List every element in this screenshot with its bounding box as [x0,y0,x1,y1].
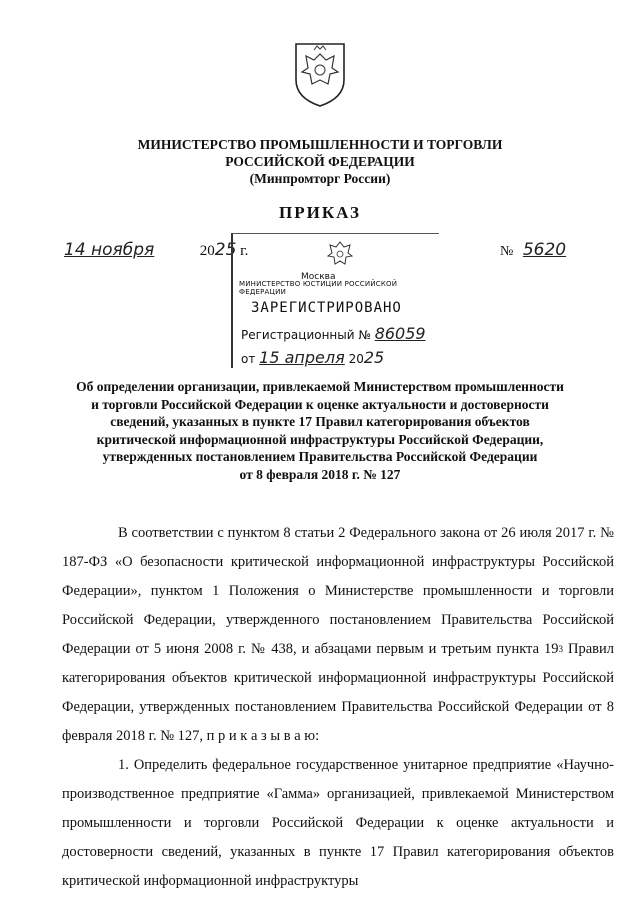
reg-year-prefix: 20 [348,352,364,366]
title-line: утвержденных постановлением Правительства Российской Федерации [102,449,538,464]
clause-1-paragraph: 1. Определить федеральное государственное унитарное предприятие «Научно-производственное предприятие «Гамма» организацией, привлекаемой Министерством промышленности и торговли Российской Федерации к оценке актуальности и достоверности сведений, указанных в пункте 17 Правил категорирования объектов критической информационной инфраструктуры [62,757,614,889]
coat-of-arms-emblem [290,40,350,108]
document-body [62,519,614,896]
number-label: № [500,244,514,259]
stamp-registered: ЗАРЕГИСТРИРОВАНО [251,300,402,316]
stamp-reg-date-row [241,348,384,367]
reg-date-prefix: от [241,352,256,366]
handwritten-date: 14 ноября [64,240,155,260]
document-title [0,378,640,483]
stamp-reg-number-row [241,324,426,343]
preamble-part-b: Правил категорирования объектов критической информационной инфраструктуры Российской Федерации, утвержденных постановлением Правительства Российской Федерации от 8 февраля 2018 г. № 127, п р и к а з ы в а ю: [62,641,614,744]
document-type: ПРИКАЗ [279,203,361,222]
title-line: от 8 февраля 2018 г. № 127 [239,466,401,482]
preamble-part-a: В соответствии с пунктом 8 статьи 2 Федерального закона от 26 июля 2017 г. № 187-ФЗ «О безопасности критической информационной инфраструктуры Российской Федерации», пунктом 1 Положения о Министерстве промышленности и торговли Российской Федерации, утвержденного постановлением Правительства Российской Федерации от 5 июня 2008 г. № 438, и абзацами первым и третьим пункта 19 [62,525,614,657]
title-line: критической информационной инфраструктуры Российской Федерации, [96,431,544,447]
ministry-name-line1: МИНИСТЕРСТВО ПРОМЫШЛЕННОСТИ И ТОРГОВЛИ [137,137,503,152]
reg-number-value: 86059 [374,324,426,343]
stamp-emblem-icon [325,238,355,272]
ministry-header [0,136,640,187]
stamp-department: МИНИСТЕРСТВО ЮСТИЦИИ РОССИЙСКОЙ ФЕДЕРАЦИИ [239,280,398,296]
title-line: Об определении организации, привлекаемой Министерством промышленности [76,379,564,394]
year-prefix: 20 [199,243,215,259]
reg-year-hand: 25 [363,348,385,367]
reg-number-label: Регистрационный № [241,328,371,342]
title-line: и торговли Российской Федерации к оценке актуальности и достоверности [91,396,549,412]
superscript: 3 [558,644,563,654]
order-number [500,240,566,260]
preamble-paragraph [62,519,614,751]
year-suffix: г. [240,243,249,259]
registration-stamp [231,233,439,368]
stamp-city: Москва [301,272,336,282]
reg-date-hand: 15 апреля [259,348,345,367]
title-line: сведений, указанных в пункте 17 Правил категорирования объектов [110,414,530,429]
number-value: 5620 [522,240,567,260]
ministry-short-name: (Минпромторг России) [249,171,391,186]
ministry-name-line2: РОССИЙСКОЙ ФЕДЕРАЦИИ [225,154,415,169]
order-date [64,240,248,260]
year-hand: 25 [214,240,237,260]
